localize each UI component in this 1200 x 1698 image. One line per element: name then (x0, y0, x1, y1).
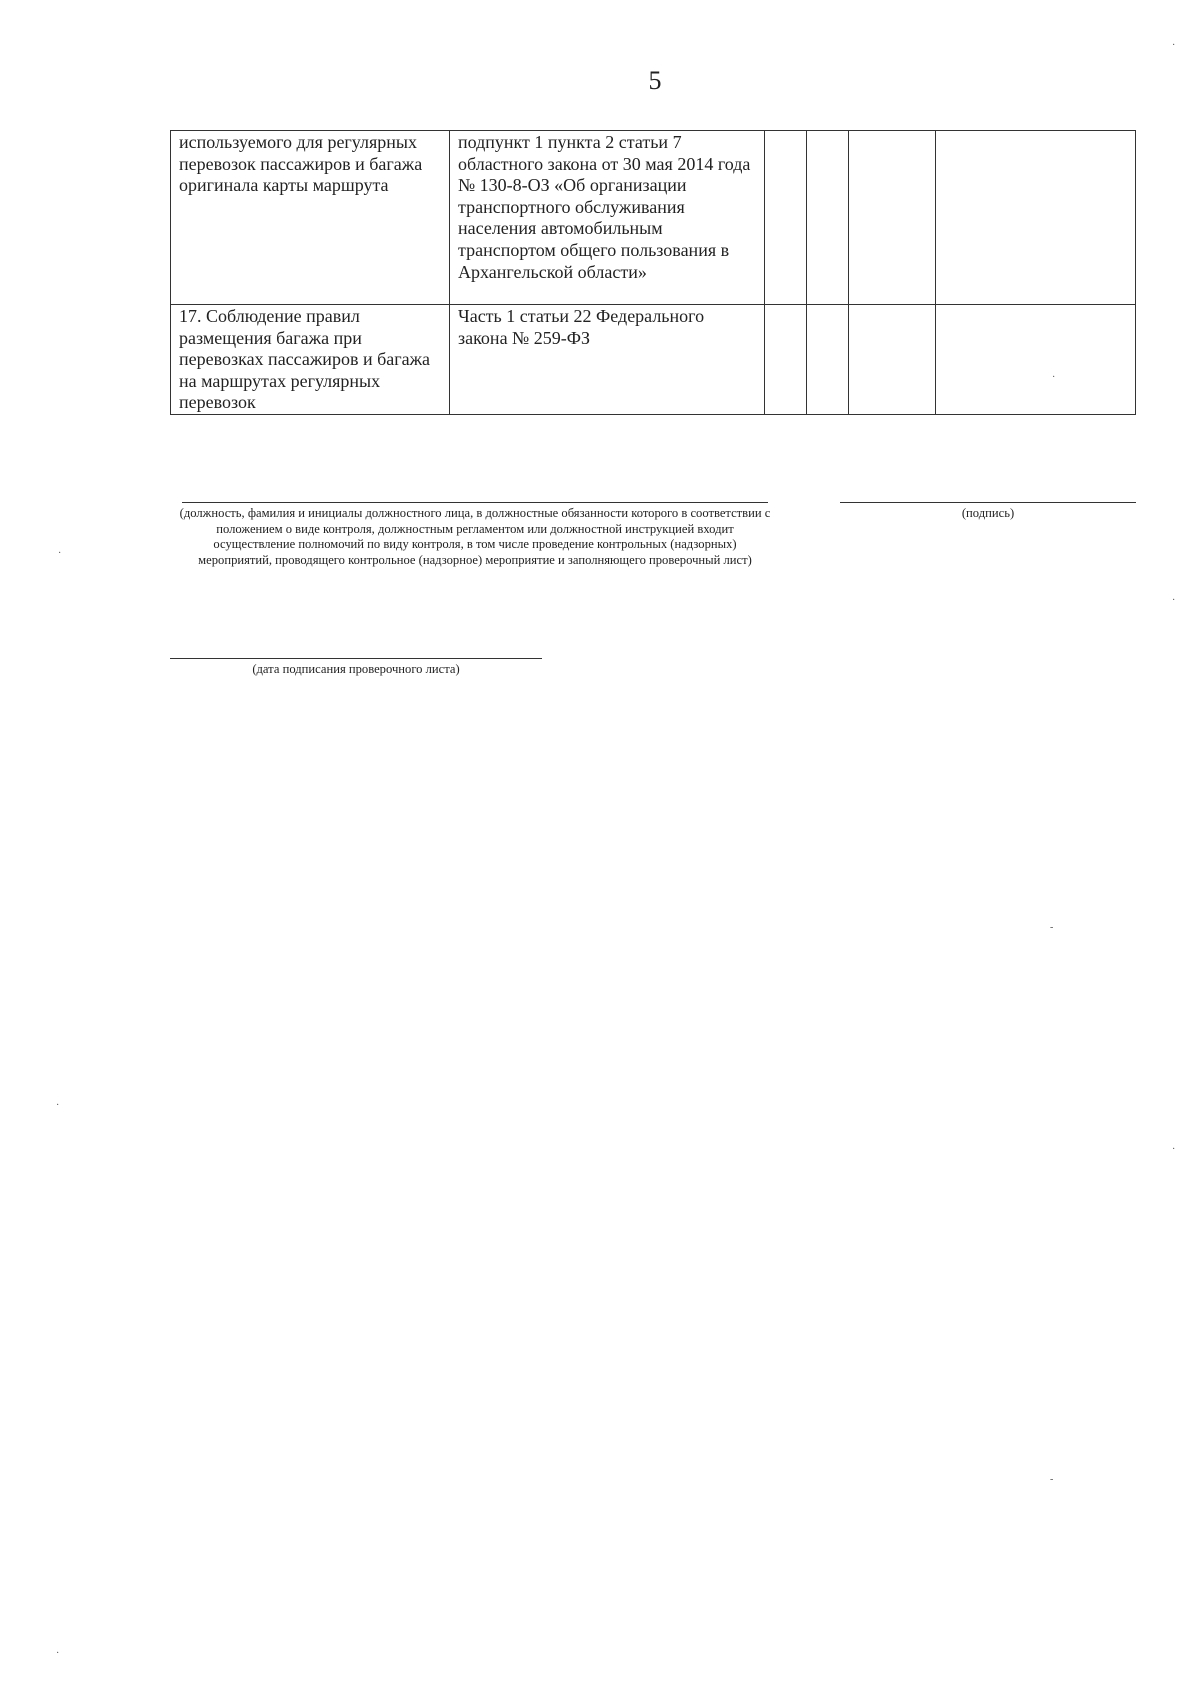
signature-line[interactable] (840, 502, 1136, 503)
table-row (171, 305, 1136, 415)
signature-caption: (подпись) (961, 506, 1015, 520)
scan-speck: · (1052, 372, 1056, 383)
official-name-caption: (должность, фамилия и инициалы должностного лица, в должностные обязанности которого в соответствии с положением о виде контроля, должностным регламентом или должностной инструкцией входит осуществление полномочий по виду контроля, в том числе проведение контрольных (надзорных) мероприятий, проводящего контрольное (надзорное) мероприятие и заполняющего проверочный лист) (179, 506, 771, 567)
answer-no-cell[interactable] (807, 305, 849, 415)
scan-speck: - (1050, 922, 1054, 933)
note-cell[interactable] (936, 305, 1136, 415)
requirement-cell: 17. Соблюдение правил размещения багажа при перевозках пассажиров и багажа на маршрутах регулярных перевозок (171, 305, 450, 415)
checklist-table (170, 130, 1136, 415)
table-row (171, 131, 1136, 305)
legal-basis-cell: Часть 1 статьи 22 Федерального закона № 259-ФЗ (450, 305, 765, 415)
scan-speck: · (56, 1100, 60, 1111)
answer-not-applicable-cell[interactable] (849, 131, 936, 305)
scan-speck: · (1172, 40, 1176, 51)
answer-yes-cell[interactable] (765, 305, 807, 415)
requirement-cell: используемого для регулярных перевозок пассажиров и багажа оригинала карты маршрута (171, 131, 450, 305)
note-cell[interactable] (936, 131, 1136, 305)
answer-yes-cell[interactable] (765, 131, 807, 305)
scan-speck: · (58, 548, 62, 559)
legal-basis-cell: подпункт 1 пункта 2 статьи 7 областного закона от 30 мая 2014 года № 130-8-ОЗ «Об организации транспортного обслуживания населения автомобильным транспортом общего пользования в Архангельской области» (450, 131, 765, 305)
date-caption: (дата подписания проверочного листа) (252, 662, 460, 676)
scan-speck: · (56, 1648, 60, 1659)
date-line[interactable] (170, 658, 542, 659)
answer-no-cell[interactable] (807, 131, 849, 305)
answer-not-applicable-cell[interactable] (849, 305, 936, 415)
scan-speck: · (1172, 595, 1176, 606)
scan-speck: - (1050, 1474, 1054, 1485)
page-number: 5 (648, 66, 662, 95)
scan-speck: · (1172, 1144, 1176, 1155)
official-name-line[interactable] (182, 502, 768, 503)
